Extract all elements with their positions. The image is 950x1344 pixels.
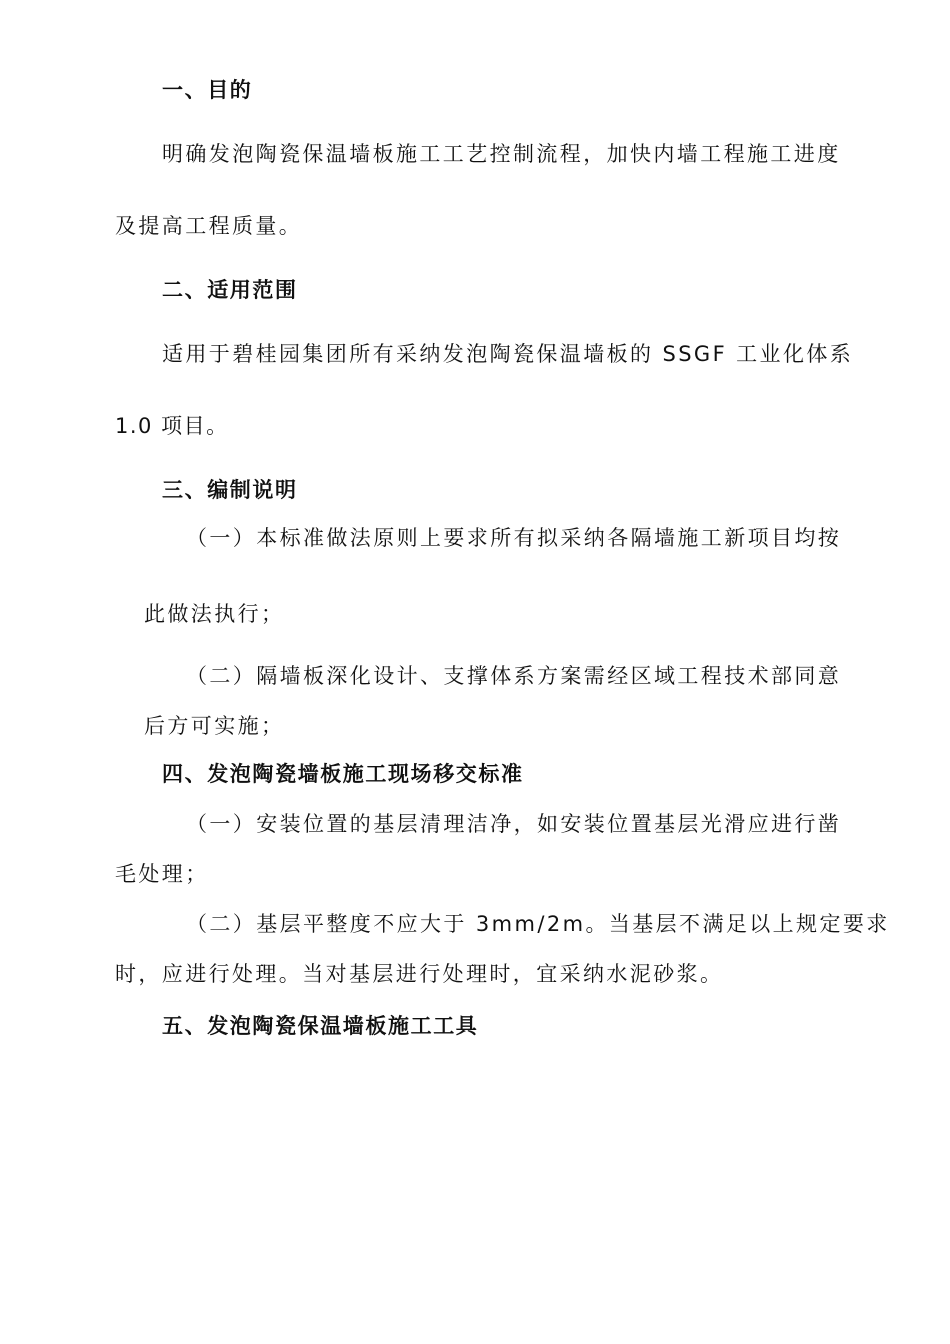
purpose-line-2: 及提高工程质量。 (115, 214, 303, 238)
handover-line-2: 毛处理； (115, 862, 209, 886)
heading-handover: 四、发泡陶瓷墙板施工现场移交标准 (162, 762, 524, 786)
notes-line-3: （二）隔墙板深化设计、支撑体系方案需经区域工程技术部同意 (186, 664, 842, 688)
handover-line-4: 时，应进行处理。当对基层进行处理时，宜采纳水泥砂浆。 (115, 962, 724, 986)
notes-line-4: 后方可实施； (144, 714, 285, 738)
notes-line-2: 此做法执行； (144, 602, 285, 626)
heading-scope: 二、适用范围 (162, 278, 298, 302)
scope-line-2: 1.0 项目。 (115, 414, 229, 438)
heading-notes: 三、编制说明 (162, 478, 298, 502)
handover-line-1: （一）安装位置的基层清理洁净，如安装位置基层光滑应进行凿 (186, 812, 842, 836)
scope-line-1: 适用于碧桂园集团所有采纳发泡陶瓷保温墙板的 SSGF 工业化体系 (162, 342, 854, 366)
notes-line-1: （一）本标准做法原则上要求所有拟采纳各隔墙施工新项目均按 (186, 526, 842, 550)
handover-line-3: （二）基层平整度不应大于 3mm/2m。当基层不满足以上规定要求 (186, 912, 890, 936)
heading-tools: 五、发泡陶瓷保温墙板施工工具 (162, 1014, 479, 1038)
heading-purpose: 一、目的 (162, 78, 253, 102)
purpose-line-1: 明确发泡陶瓷保温墙板施工工艺控制流程，加快内墙工程施工进度 (162, 142, 841, 166)
